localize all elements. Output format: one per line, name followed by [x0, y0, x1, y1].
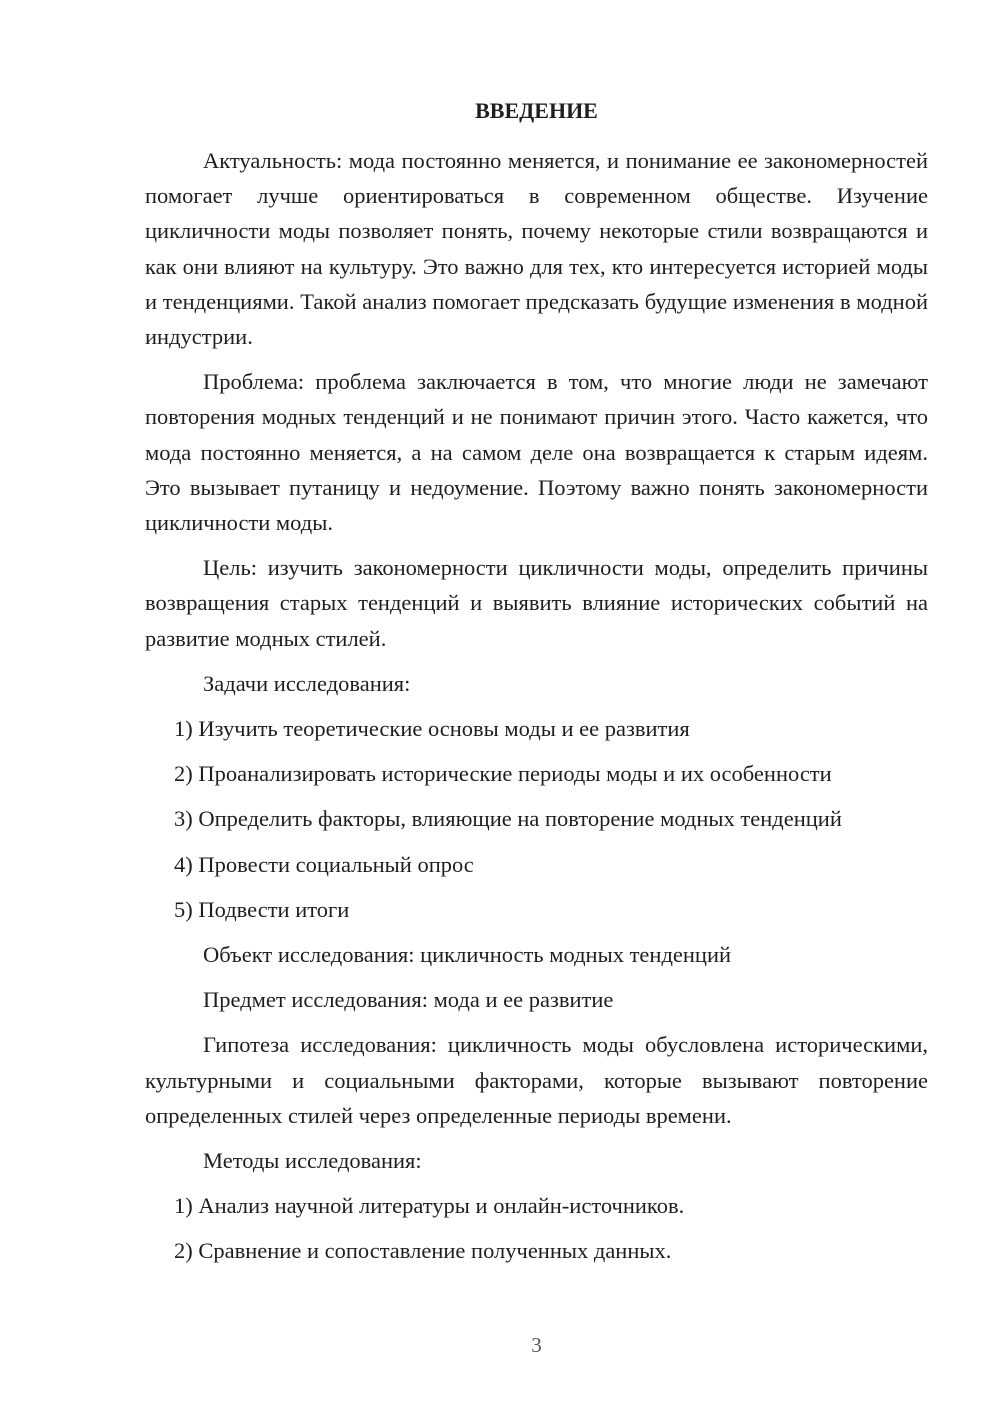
goal-paragraph: Цель: изучить закономерности цикличности моды, определить причины возвращения старых тенденций и выявить влияние исторических событий на развитие модных стилей.	[145, 555, 928, 651]
section-heading: ВВЕДЕНИЕ	[475, 98, 598, 123]
task-item: 5) Подвести итоги	[174, 896, 350, 922]
task-item: 3) Определить факторы, влияющие на повторение модных тенденций	[174, 806, 842, 832]
hypothesis-paragraph: Гипотеза исследования: цикличность моды обусловлена историческими, культурными и социальными факторами, которые вызывают повторение определенных стилей через определенные периоды времени.	[145, 1032, 928, 1128]
problem-paragraph: Проблема: проблема заключается в том, что многие люди не замечают повторения модных тенденций и не понимают причин этого. Часто кажется, что мода постоянно меняется, а на самом деле она возвращается к старым идеям. Это вызывает путаницу и недоумение. Поэтому важно понять закономерности цикличности моды.	[145, 369, 928, 536]
object-paragraph: Объект исследования: цикличность модных тенденций	[203, 942, 732, 968]
tasks-title: Задачи исследования:	[203, 670, 411, 696]
relevance-paragraph: Актуальность: мода постоянно меняется, и понимание ее закономерностей помогает лучше ориентироваться в современном обществе. Изучение цикличности моды позволяет понять, почему некоторые стили возвращаются и как они влияют на культуру. Это важно для тех, кто интересуется историей моды и тенденциями. Такой анализ помогает предсказать будущие изменения в модной индустрии.	[145, 148, 928, 350]
methods-title: Методы исследования:	[203, 1148, 422, 1174]
task-item: 4) Провести социальный опрос	[174, 851, 474, 877]
task-item: 1) Изучить теоретические основы моды и ее развития	[174, 716, 690, 742]
page-number: 3	[531, 1333, 542, 1357]
method-item: 2) Сравнение и сопоставление полученных данных.	[174, 1238, 672, 1264]
document-body	[145, 143, 928, 1279]
method-item: 1) Анализ научной литературы и онлайн-источников.	[174, 1193, 685, 1219]
subject-paragraph: Предмет исследования: мода и ее развитие	[203, 987, 614, 1013]
task-item: 2) Проанализировать исторические периоды моды и их особенности	[174, 761, 832, 787]
